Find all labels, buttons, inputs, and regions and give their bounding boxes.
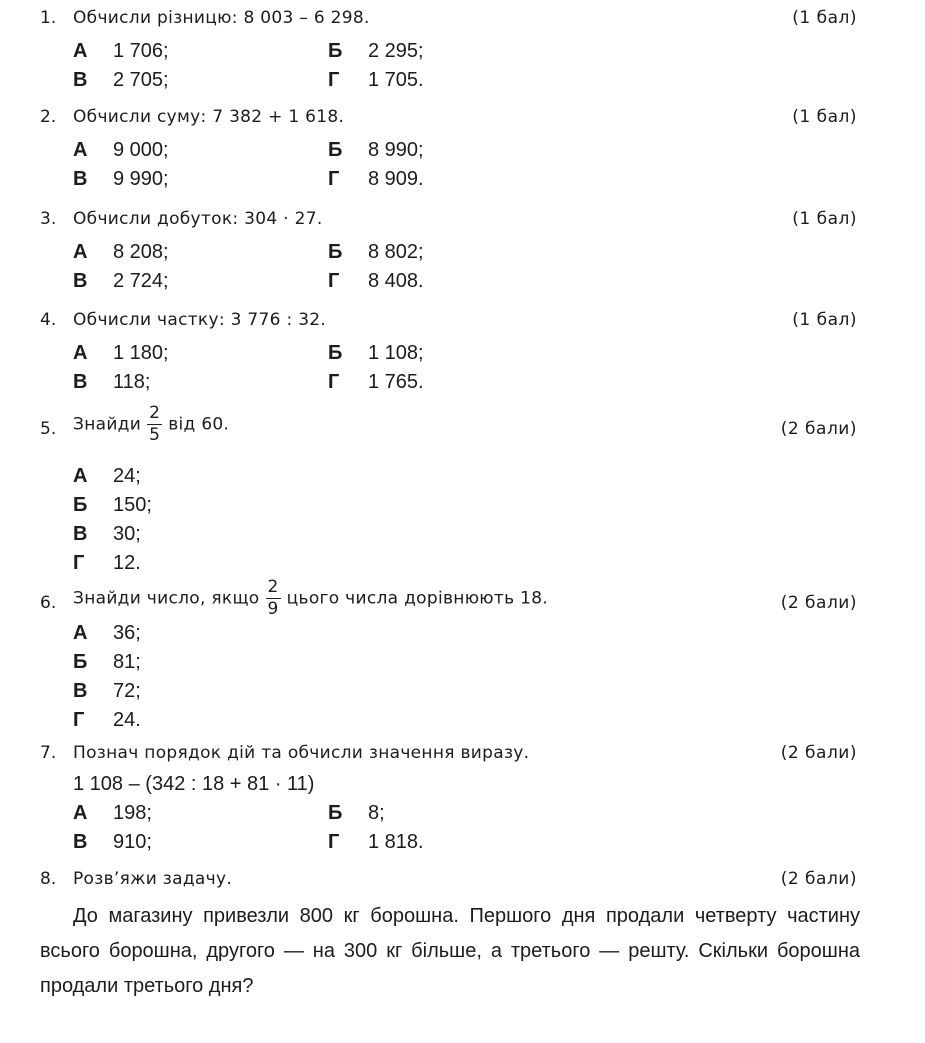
question-header [0, 869, 925, 893]
question-header [0, 579, 925, 623]
option-v[interactable]: В 72; [73, 680, 141, 702]
question-header [0, 743, 925, 767]
option-b[interactable]: Б 8 802; [328, 241, 424, 263]
question-number: 1. [40, 8, 57, 28]
question-text: Розв’яжи задачу. [73, 869, 233, 889]
question-points: (1 бал) [792, 8, 857, 28]
option-v[interactable]: В 2 705; [73, 69, 169, 91]
option-a[interactable]: А 1 180; [73, 342, 169, 364]
option-a[interactable]: А 24; [73, 465, 141, 487]
expression: 1 108 – (342 : 18 + 81 · 11) [73, 773, 315, 795]
question-1 [0, 8, 925, 91]
option-b[interactable]: Б 81; [73, 651, 141, 673]
question-4 [0, 310, 925, 393]
question-text: Знайди $\frac{2}{5}$ від 60. [73, 403, 230, 445]
question-points: (1 бал) [792, 209, 857, 229]
option-v[interactable]: В 2 724; [73, 270, 169, 292]
question-header [0, 209, 925, 233]
question-text: Обчисли суму: 7 382 + 1 618. [73, 107, 345, 127]
word-problem: До магазину привезли 800 кг борошна. Першого дня продали четверту частину всього борошна, другого — на 300 кг більше, а третього — решту. Скільки борошна продали третього дня? [40, 905, 860, 997]
fraction: $\frac{2}{9}$ [267, 577, 279, 619]
option-g[interactable]: Г 1 765. [328, 371, 424, 393]
option-v[interactable]: В 30; [73, 523, 141, 545]
fraction: $\frac{2}{5}$ [149, 403, 161, 445]
option-a[interactable]: А 9 000; [73, 139, 169, 161]
question-5 [0, 403, 925, 574]
question-number: 4. [40, 310, 57, 330]
option-g[interactable]: Г 1 818. [328, 831, 424, 853]
question-2 [0, 107, 925, 190]
option-a[interactable]: А 198; [73, 802, 152, 824]
question-text: Знайди число, якщо $\frac{2}{9}$ цього числа дорівнюють 18. [73, 577, 549, 619]
question-points: (1 бал) [792, 107, 857, 127]
question-header [0, 8, 925, 32]
question-number: 5. [40, 419, 57, 439]
question-3 [0, 209, 925, 292]
option-b[interactable]: Б 150; [73, 494, 152, 516]
question-header [0, 405, 925, 457]
option-a[interactable]: А 36; [73, 622, 141, 644]
option-b[interactable]: Б 8 990; [328, 139, 424, 161]
question-text: Обчисли добуток: 304 · 27. [73, 209, 323, 229]
question-points: (2 бали) [780, 743, 857, 763]
question-header [0, 310, 925, 334]
option-g[interactable]: Г 24. [73, 709, 141, 731]
option-v[interactable]: В 9 990; [73, 168, 169, 190]
option-a[interactable]: А 8 208; [73, 241, 169, 263]
question-text: Познач порядок дій та обчисли значення виразу. [73, 743, 530, 763]
option-v[interactable]: В 118; [73, 371, 151, 393]
option-b[interactable]: Б 1 108; [328, 342, 424, 364]
question-number: 7. [40, 743, 57, 763]
question-points: (2 бали) [780, 419, 857, 439]
question-number: 3. [40, 209, 57, 229]
question-text: Обчисли різницю: 8 003 – 6 298. [73, 8, 370, 28]
question-header [0, 107, 925, 131]
question-number: 6. [40, 593, 57, 613]
option-g[interactable]: Г 1 705. [328, 69, 424, 91]
option-b[interactable]: Б 8; [328, 802, 385, 824]
option-g[interactable]: Г 12. [73, 552, 141, 574]
question-text: Обчисли частку: 3 776 : 32. [73, 310, 327, 330]
question-7 [0, 743, 925, 853]
option-v[interactable]: В 910; [73, 831, 152, 853]
option-b[interactable]: Б 2 295; [328, 40, 424, 62]
question-number: 2. [40, 107, 57, 127]
question-8 [0, 869, 925, 997]
question-points: (2 бали) [780, 593, 857, 613]
question-6 [0, 577, 925, 731]
question-points: (2 бали) [780, 869, 857, 889]
question-number: 8. [40, 869, 57, 889]
option-g[interactable]: Г 8 408. [328, 270, 424, 292]
option-a[interactable]: А 1 706; [73, 40, 169, 62]
option-g[interactable]: Г 8 909. [328, 168, 424, 190]
question-points: (1 бал) [792, 310, 857, 330]
